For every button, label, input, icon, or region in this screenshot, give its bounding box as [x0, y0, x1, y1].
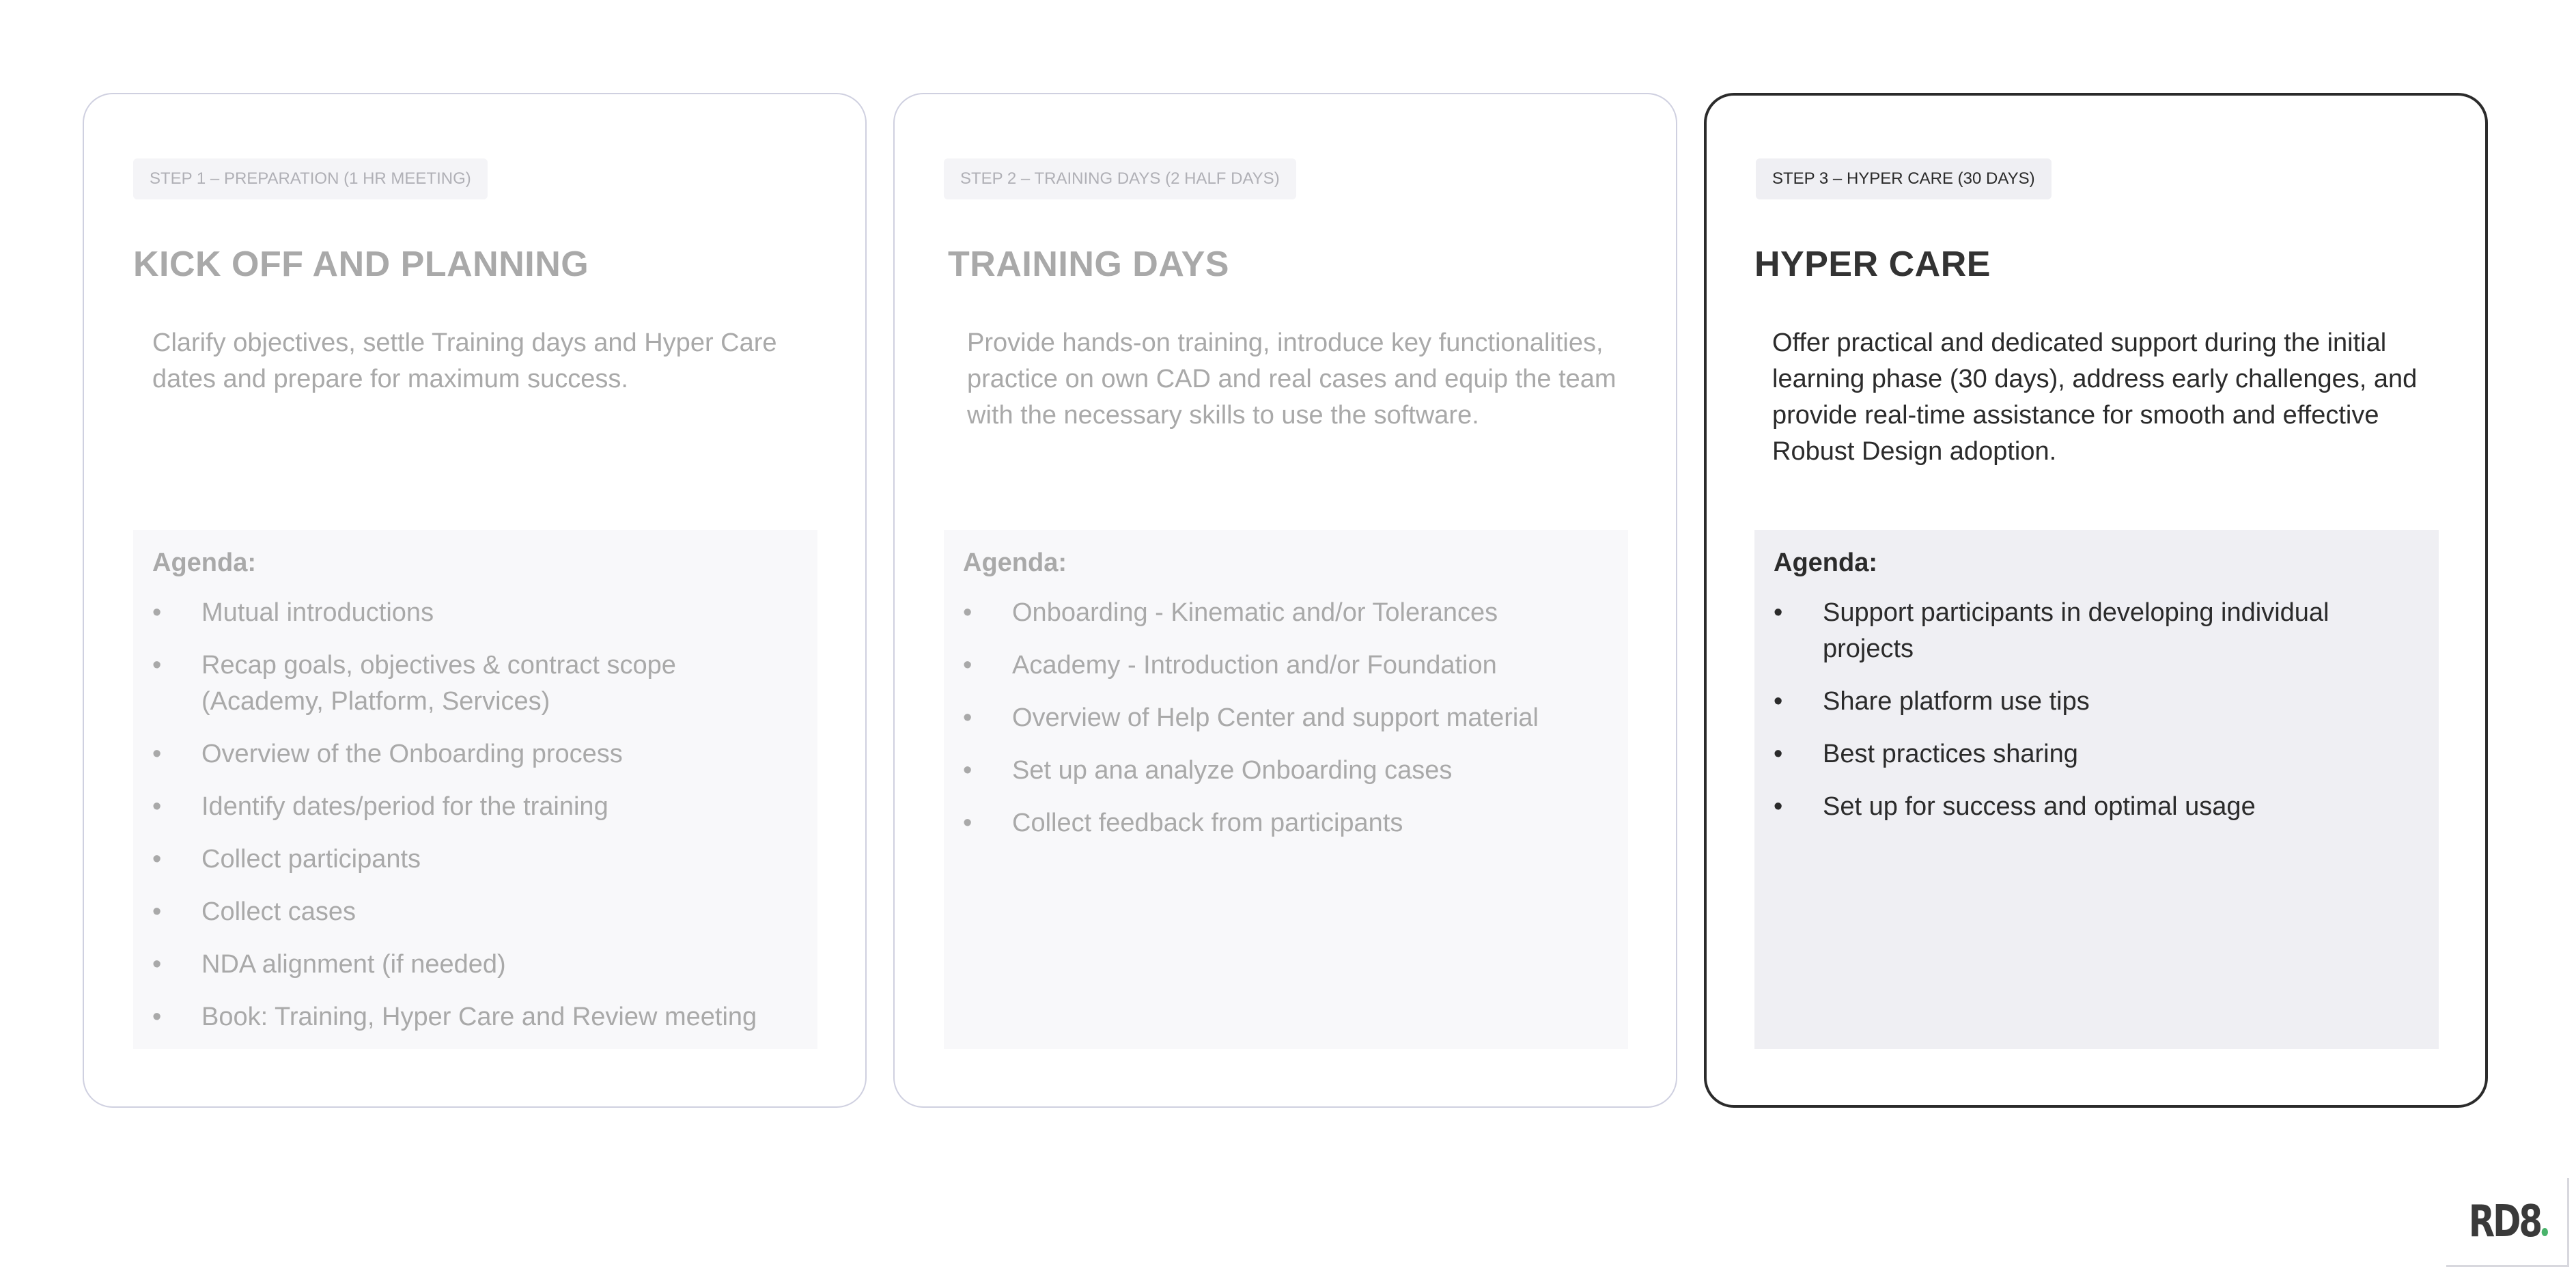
- agenda-item: • Collect participants: [152, 841, 798, 878]
- rd8-logo: [2469, 1197, 2548, 1247]
- logo-container: [2446, 1178, 2569, 1267]
- agenda-panel: [133, 530, 817, 1049]
- agenda-list: [963, 595, 1609, 841]
- agenda-item: • Overview of Help Center and support material: [963, 700, 1609, 736]
- agenda-item: • Identify dates/period for the training: [152, 789, 798, 825]
- agenda-item: • Set up ana analyze Onboarding cases: [963, 753, 1609, 789]
- step-badge: STEP 3 – HYPER CARE (30 DAYS): [1756, 158, 2052, 199]
- agenda-heading: Agenda:: [152, 548, 256, 577]
- card-title: HYPER CARE: [1754, 245, 1991, 284]
- card-description: Provide hands-on training, introduce key functionalities, practice on own CAD and real cases and equip the team with the necessary skills to use the software.: [967, 329, 1616, 430]
- agenda-list: [1774, 595, 2420, 825]
- agenda-item: • Support participants in developing individual projects: [1774, 595, 2420, 667]
- step-card-kick-off: [83, 93, 867, 1108]
- agenda-item: • Mutual introductions: [152, 595, 798, 631]
- logo-text: RD8: [2468, 1197, 2541, 1247]
- agenda-item: • Academy - Introduction and/or Foundation: [963, 647, 1609, 684]
- agenda-item: • Set up for success and optimal usage: [1774, 789, 2420, 825]
- agenda-heading: Agenda:: [963, 548, 1067, 577]
- agenda-item: • NDA alignment (if needed): [152, 947, 798, 983]
- agenda-item: • Book: Training, Hyper Care and Review meeting: [152, 999, 798, 1035]
- agenda-item: • Share platform use tips: [1774, 684, 2420, 720]
- step-card-training-days: [893, 93, 1677, 1108]
- card-description: Clarify objectives, settle Training days and Hyper Care dates and prepare for maximum success.: [152, 329, 777, 393]
- card-title: KICK OFF AND PLANNING: [133, 245, 589, 284]
- agenda-item: • Onboarding - Kinematic and/or Tolerances: [963, 595, 1609, 631]
- step-badge: STEP 2 – TRAINING DAYS (2 HALF DAYS): [944, 158, 1296, 199]
- agenda-item: • Best practices sharing: [1774, 736, 2420, 772]
- agenda-item: • Collect cases: [152, 894, 798, 930]
- agenda-heading: Agenda:: [1774, 548, 1877, 577]
- agenda-item: • Overview of the Onboarding process: [152, 736, 798, 772]
- logo-dot-icon: [2542, 1228, 2548, 1236]
- agenda-panel: [944, 530, 1628, 1049]
- agenda-item: • Collect feedback from participants: [963, 805, 1609, 841]
- agenda-list: [152, 595, 798, 1035]
- step-badge: STEP 1 – PREPARATION (1 HR MEETING): [133, 158, 488, 199]
- agenda-panel: [1754, 530, 2439, 1049]
- card-title: TRAINING DAYS: [948, 245, 1229, 284]
- step-card-hyper-care: [1704, 93, 2488, 1108]
- agenda-item: • Recap goals, objectives & contract scope (Academy, Platform, Services): [152, 647, 798, 720]
- card-description: Offer practical and dedicated support during the initial learning phase (30 days), address early challenges, and provide real-time assistance for smooth and effective Robust Design adoption.: [1772, 329, 2418, 466]
